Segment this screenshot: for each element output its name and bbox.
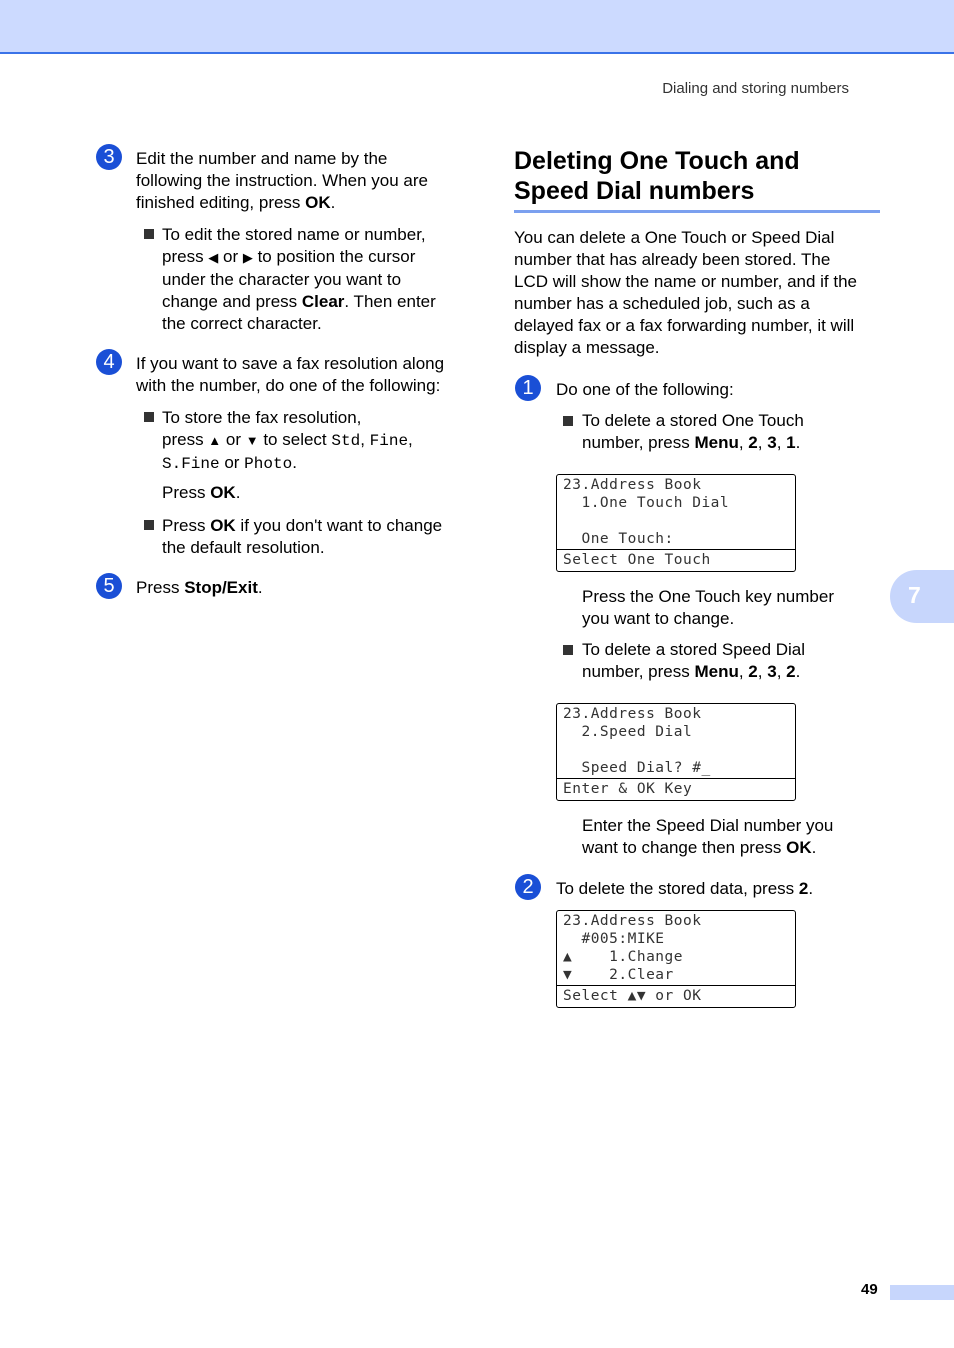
section-heading (514, 146, 880, 206)
page-number: 49 (861, 1281, 878, 1298)
step-1-text: Do one of the following: (556, 380, 734, 399)
after-lcd-2 (582, 815, 833, 859)
bullet-line: To store the fax resolution, (162, 408, 362, 427)
intro-paragraph (514, 227, 857, 359)
bullet-line: Press OK if you don't want to change (162, 516, 443, 535)
intro-line: You can delete a One Touch or Speed Dial (514, 228, 835, 247)
bullet-line: under the character you want to (162, 270, 402, 289)
left-arrow-icon: ◀ (208, 250, 219, 265)
lcd-line: 23.Address Book (563, 706, 702, 722)
lcd-divider (557, 778, 795, 779)
lcd-line: ▲ 1.Change (563, 949, 683, 965)
step-3-line: Edit the number and name by the (136, 149, 388, 168)
lcd-line: ▼ 2.Clear (563, 967, 674, 983)
bullet-line: change and press Clear. Then enter (162, 292, 436, 311)
step-1-bullet-1 (582, 410, 804, 454)
step-4-badge: 4 (96, 349, 122, 375)
lcd-line: One Touch: (563, 531, 674, 547)
lcd-line: 1.One Touch Dial (563, 495, 730, 511)
lcd-status-line: Select ▲▼ or OK (563, 988, 702, 1004)
step-5-badge: 5 (96, 573, 122, 599)
intro-line: delayed fax or a fax forwarding number, it will (514, 316, 855, 335)
down-arrow-icon: ▼ (245, 433, 259, 448)
bullet-square (144, 229, 154, 239)
lcd-divider (557, 549, 795, 550)
right-arrow-icon: ▶ (242, 250, 253, 265)
step-5-text: Press Stop/Exit. (136, 578, 263, 597)
lcd-line: #005:MIKE (563, 931, 665, 947)
bullet-line: To edit the stored name or number, (162, 225, 426, 244)
lcd-status-line: Select One Touch (563, 552, 711, 568)
heading-line: Deleting One Touch and (514, 147, 800, 175)
bullet-square (144, 412, 154, 422)
lcd-display-delete (556, 910, 796, 1008)
step-2-badge: 2 (515, 874, 541, 900)
header-band (0, 0, 954, 54)
heading-rule (514, 210, 880, 213)
step-3-text (136, 148, 428, 214)
lcd-display-speed-dial (556, 703, 796, 801)
paragraph-line: Press the One Touch key number (582, 587, 834, 606)
bullet-square (563, 645, 573, 655)
bullet-line: the correct character. (162, 314, 322, 333)
bullet-line: number, press Menu, 2, 3, 2. (582, 662, 801, 681)
lcd-status-line: Enter & OK Key (563, 781, 693, 797)
paragraph-line: want to change then press OK. (582, 838, 817, 857)
lcd-line: 2.Speed Dial (563, 724, 693, 740)
lcd-display-one-touch (556, 474, 796, 572)
lcd-line: Speed Dial? #_ (563, 760, 711, 776)
intro-line: number has a scheduled job, such as a (514, 294, 810, 313)
after-lcd-1 (582, 586, 834, 630)
step-4-text (136, 353, 444, 397)
chapter-number: 7 (908, 582, 921, 608)
bullet-line: S.Fine or Photo. (162, 453, 297, 473)
step-2-text: To delete the stored data, press 2. (556, 879, 814, 898)
press-ok-line: Press OK. (162, 483, 241, 502)
page-number-bar (890, 1285, 954, 1300)
bullet-square (144, 520, 154, 530)
intro-line: LCD will show the name or number, and if the (514, 272, 858, 291)
up-arrow-icon: ▲ (208, 433, 222, 448)
paragraph-line: Enter the Speed Dial number you (582, 816, 834, 835)
step-1-bullet-2 (582, 639, 805, 683)
step-4-bullet-1 (162, 407, 413, 475)
paragraph-line: you want to change. (582, 609, 735, 628)
step-3-badge: 3 (96, 144, 122, 170)
step-4-bullet-2 (162, 515, 442, 559)
intro-line: number that has already been stored. The (514, 250, 831, 269)
bullet-line: the default resolution. (162, 538, 325, 557)
bullet-line: press ◀ or ▶ to position the cursor (162, 247, 416, 266)
intro-line: display a message. (514, 338, 660, 357)
bullet-square (563, 416, 573, 426)
bullet-line: number, press Menu, 2, 3, 1. (582, 433, 801, 452)
step-3-line: following the instruction. When you are (136, 171, 428, 190)
lcd-line: 23.Address Book (563, 913, 702, 929)
bullet-line: press ▲ or ▼ to select Std, Fine, (162, 430, 413, 450)
bullet-line: To delete a stored One Touch (582, 411, 804, 430)
lcd-divider (557, 985, 795, 986)
step-3-line: finished editing, press OK. (136, 193, 336, 212)
running-title: Dialing and storing numbers (662, 80, 849, 97)
chapter-tab (890, 570, 954, 623)
step-1-badge: 1 (515, 375, 541, 401)
step-4-line: with the number, do one of the following: (136, 376, 441, 395)
lcd-line: 23.Address Book (563, 477, 702, 493)
step-4-line: If you want to save a fax resolution along (136, 354, 445, 373)
step-3-bullet (162, 224, 436, 335)
bullet-line: To delete a stored Speed Dial (582, 640, 806, 659)
heading-line: Speed Dial numbers (514, 177, 755, 205)
